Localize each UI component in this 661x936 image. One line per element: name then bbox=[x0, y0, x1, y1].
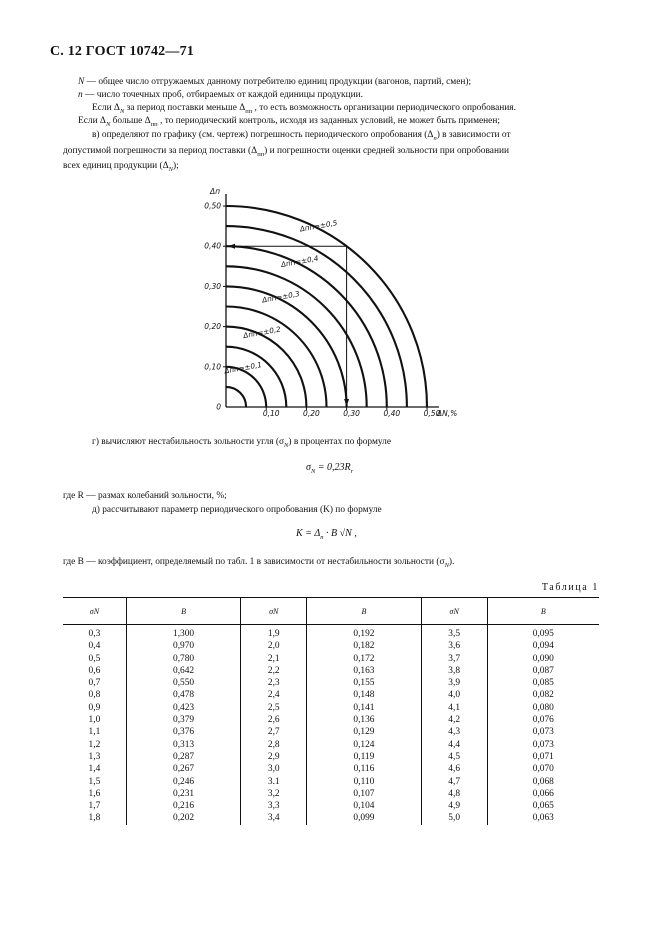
table-row bbox=[63, 653, 599, 665]
table-cell: 1,1 bbox=[88, 727, 101, 738]
table-cell: 2,0 bbox=[241, 640, 307, 652]
table-row bbox=[63, 812, 599, 824]
arc-label: Δпп=±0,5 bbox=[299, 218, 338, 234]
table-cell: 0,163 bbox=[307, 665, 421, 677]
table-row bbox=[63, 800, 599, 812]
table-cell: 0,216 bbox=[126, 800, 240, 812]
table-cell: 3,8 bbox=[421, 665, 487, 677]
table-cell: 0,095 bbox=[487, 625, 599, 641]
x-tick-label: 0,40 bbox=[383, 409, 401, 418]
table-cell: 4,1 bbox=[421, 702, 487, 714]
definition-n: n — число точечных проб, отбираемых от каждой единицы продукции. bbox=[78, 90, 363, 100]
table-cell: 3.1 bbox=[241, 776, 307, 788]
table-cell: 0,8 bbox=[88, 690, 101, 701]
table-cell: 0,550 bbox=[126, 677, 240, 689]
x-tick-label: 0,10 bbox=[262, 409, 280, 418]
table-cell: 0,192 bbox=[307, 625, 421, 641]
y-axis-title: Δп bbox=[210, 187, 221, 196]
table-title: Таблица 1 bbox=[541, 582, 599, 593]
table-cell: 1,0 bbox=[88, 715, 101, 726]
table-cell: 2,8 bbox=[241, 739, 307, 751]
table-cell: 0,478 bbox=[126, 689, 240, 701]
table-row bbox=[63, 788, 599, 800]
column-header: σN bbox=[241, 598, 307, 625]
y-tick-label: 0,50 bbox=[204, 201, 221, 211]
column-header: σN bbox=[63, 598, 126, 625]
y-tick-label: 0,10 bbox=[204, 362, 221, 372]
table-cell: 0,107 bbox=[307, 788, 421, 800]
table-cell: 4,7 bbox=[421, 776, 487, 788]
table-cell: 0,080 bbox=[487, 702, 599, 714]
table-cell: 0,287 bbox=[126, 751, 240, 763]
table-cell: 0,099 bbox=[307, 812, 421, 824]
table-cell: 0,063 bbox=[487, 812, 599, 824]
table-cell: 0,202 bbox=[126, 812, 240, 824]
table-cell: 0,110 bbox=[307, 776, 421, 788]
table-cell: 0,780 bbox=[126, 653, 240, 665]
table-cell: 0,172 bbox=[307, 653, 421, 665]
paragraph-v-line2: допустимой погрешности за период поставки $(\Delta_{пп})$ и погрешности оценки средней зольности при опробовании bbox=[63, 146, 509, 158]
table-cell: 0,642 bbox=[126, 665, 240, 677]
table-cell: 0,124 bbox=[307, 739, 421, 751]
table-cell: 0,076 bbox=[487, 714, 599, 726]
table-row bbox=[63, 702, 599, 714]
table-cell: 0,182 bbox=[307, 640, 421, 652]
table-row bbox=[63, 640, 599, 652]
table-row bbox=[63, 677, 599, 689]
table-cell: 0,070 bbox=[487, 763, 599, 775]
table-cell: 2,3 bbox=[241, 677, 307, 689]
table-cell: 1,2 bbox=[88, 739, 101, 750]
table-row bbox=[63, 751, 599, 763]
table-cell: 2,6 bbox=[241, 714, 307, 726]
table-cell: 4,0 bbox=[421, 689, 487, 701]
y-tick-label: 0 bbox=[216, 402, 221, 412]
column-header: B bbox=[307, 598, 421, 625]
table-cell: 1,9 bbox=[241, 625, 307, 641]
table-cell: 0,068 bbox=[487, 776, 599, 788]
table-cell: 0,085 bbox=[487, 677, 599, 689]
table-cell: 0,087 bbox=[487, 665, 599, 677]
table-row bbox=[63, 776, 599, 788]
table-cell: 0,231 bbox=[126, 788, 240, 800]
table-cell: 0,141 bbox=[307, 702, 421, 714]
table-cell: 0,313 bbox=[126, 739, 240, 751]
table-cell: 0,073 bbox=[487, 739, 599, 751]
table-cell: 0,423 bbox=[126, 702, 240, 714]
arc-curve bbox=[226, 206, 427, 407]
error-nomogram-chart bbox=[195, 180, 475, 425]
x-tick-label: 0,30 bbox=[343, 409, 360, 418]
arc-curve bbox=[226, 347, 286, 407]
table-cell: 2,1 bbox=[241, 653, 307, 665]
table-cell: 3,5 bbox=[421, 625, 487, 641]
table-cell: 2,5 bbox=[241, 702, 307, 714]
arc-curve bbox=[226, 246, 387, 407]
arc-curve bbox=[226, 286, 347, 407]
table-cell: 4,3 bbox=[421, 726, 487, 738]
paragraph-v-line1: в) определяют по графику (см. чертеж) погрешность периодического опробования $(\Delta_п)$ в зависимости от bbox=[92, 130, 511, 142]
table-cell: 3,4 bbox=[241, 812, 307, 824]
table-cell: 0,136 bbox=[307, 714, 421, 726]
x-tick-label: 0,50 bbox=[423, 409, 441, 418]
table-cell: 0,246 bbox=[126, 776, 240, 788]
table-cell: 0,4 bbox=[88, 641, 101, 652]
column-header: σN bbox=[421, 598, 487, 625]
table-cell: 0,073 bbox=[487, 726, 599, 738]
formula-sigma: $\sigma_N = 0,23R_r$ bbox=[306, 462, 354, 475]
y-tick-label: 0,20 bbox=[204, 322, 221, 332]
table-row bbox=[63, 665, 599, 677]
table-cell: 0,376 bbox=[126, 726, 240, 738]
table-cell: 0,9 bbox=[88, 702, 101, 713]
table-cell: 3,9 bbox=[421, 677, 487, 689]
table-cell: 3,2 bbox=[241, 788, 307, 800]
table-cell: 0,066 bbox=[487, 788, 599, 800]
x-tick-label: 0,20 bbox=[303, 409, 320, 418]
table-cell: 2,4 bbox=[241, 689, 307, 701]
table-cell: 4,4 bbox=[421, 739, 487, 751]
table-cell: 4,8 bbox=[421, 788, 487, 800]
table-cell: 0,082 bbox=[487, 689, 599, 701]
table-row bbox=[63, 726, 599, 738]
table-cell: 0,267 bbox=[126, 763, 240, 775]
table-row bbox=[63, 763, 599, 775]
arc-curve bbox=[226, 387, 246, 407]
table-cell: 0,7 bbox=[88, 678, 101, 689]
table-cell: 1,7 bbox=[88, 801, 101, 812]
paragraph-d: д) рассчитывают параметр периодического опробования (K) по формуле bbox=[92, 505, 382, 515]
table-cell: 0,071 bbox=[487, 751, 599, 763]
paragraph-v-line3: всех единиц продукции $(\Delta_N)$; bbox=[63, 161, 179, 173]
table-cell: 0,5 bbox=[88, 653, 101, 664]
table-cell: 0,3 bbox=[88, 629, 101, 639]
table-cell: 0,379 bbox=[126, 714, 240, 726]
table-cell: 0,065 bbox=[487, 800, 599, 812]
definition-N: N — общее число отгружаемых данному потребителю единиц продукции (вагонов, партий, смен); bbox=[78, 77, 472, 87]
table-cell: 0,094 bbox=[487, 640, 599, 652]
guide-arrow-down bbox=[344, 399, 349, 406]
table-cell: 1,5 bbox=[88, 776, 101, 787]
where-R-note: где R — размах колебаний зольности, %; bbox=[63, 491, 227, 501]
table-row bbox=[63, 625, 599, 641]
table-cell: 5,0 bbox=[421, 812, 487, 824]
where-B-note: где B — коэффициент, определяемый по табл. 1 в зависимости от нестабильности зольности $(\sigma_N)$. bbox=[63, 557, 455, 569]
y-tick-label: 0,40 bbox=[204, 241, 221, 251]
table-header-row bbox=[63, 598, 599, 625]
formula-K: $K = \Delta_п \cdot B$ √N , bbox=[296, 528, 357, 541]
table-cell: 3,3 bbox=[241, 800, 307, 812]
arc-label: Δпп=±0,2 bbox=[242, 324, 282, 340]
x-axis-title: ΔN,% bbox=[437, 409, 458, 418]
table-cell: 0,129 bbox=[307, 726, 421, 738]
table-cell: 2,7 bbox=[241, 726, 307, 738]
table-cell: 1,3 bbox=[88, 751, 101, 762]
table-cell: 0,104 bbox=[307, 800, 421, 812]
table-row bbox=[63, 739, 599, 751]
table-cell: 2,2 bbox=[241, 665, 307, 677]
table-cell: 0,6 bbox=[88, 665, 101, 676]
column-header: B bbox=[487, 598, 599, 625]
column-header: B bbox=[126, 598, 240, 625]
table-row bbox=[63, 689, 599, 701]
y-tick-label: 0,30 bbox=[204, 281, 221, 291]
arc-label: Δпп=±0,4 bbox=[280, 253, 320, 269]
table-cell: 3,6 bbox=[421, 640, 487, 652]
table-cell: 4,6 bbox=[421, 763, 487, 775]
arc-label: Δпп=±0,3 bbox=[261, 289, 301, 305]
table-cell: 1,6 bbox=[88, 788, 101, 799]
table-cell: 0,155 bbox=[307, 677, 421, 689]
table-cell: 3,7 bbox=[421, 653, 487, 665]
paragraph-condition-1: Если $\Delta_N$ за период поставки меньше $\Delta_{пп}$ , то есть возможность организации периодического опробования. bbox=[92, 103, 516, 115]
table-cell: 1,4 bbox=[88, 764, 101, 775]
coefficient-table bbox=[63, 597, 599, 825]
table-cell: 4,2 bbox=[421, 714, 487, 726]
arc-label: Δпп=±0,1 bbox=[223, 360, 263, 376]
table-cell: 0,090 bbox=[487, 653, 599, 665]
table-cell: 0,148 bbox=[307, 689, 421, 701]
paragraph-condition-2: Если $\Delta_N$ больше $\Delta_{пп}$ , то периодический контроль, исходя из заданных условий, не может быть применен; bbox=[78, 116, 500, 128]
table-row bbox=[63, 714, 599, 726]
table-cell: 4,5 bbox=[421, 751, 487, 763]
table-cell: 0,119 bbox=[307, 751, 421, 763]
table-cell: 1,300 bbox=[126, 625, 240, 641]
table-cell: 0,116 bbox=[307, 763, 421, 775]
page-header: С. 12 ГОСТ 10742—71 bbox=[50, 44, 194, 59]
table-cell: 1,8 bbox=[88, 813, 101, 824]
table-cell: 0,970 bbox=[126, 640, 240, 652]
paragraph-g: г) вычисляют нестабильность зольности угля $(\sigma_N)$ в процентах по формуле bbox=[92, 437, 392, 449]
table-cell: 3,0 bbox=[241, 763, 307, 775]
table-cell: 4,9 bbox=[421, 800, 487, 812]
table-cell: 2,9 bbox=[241, 751, 307, 763]
guide-arrow-left bbox=[228, 244, 235, 249]
